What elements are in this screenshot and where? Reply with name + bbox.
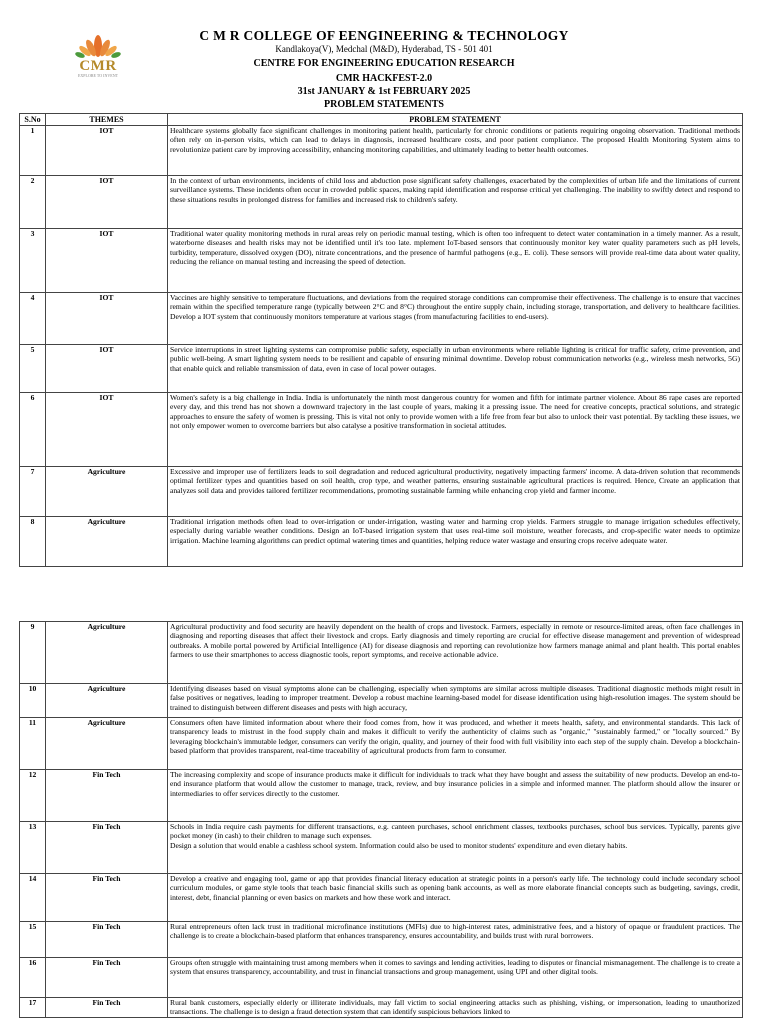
table-row	[20, 293, 743, 345]
themes-header: THEMES	[46, 114, 168, 126]
row-theme: Agriculture	[46, 517, 168, 567]
table-row	[20, 874, 743, 922]
row-theme: IOT	[46, 345, 168, 393]
centre-name: CENTRE FOR ENGINEERING EDUCATION RESEARCH	[253, 58, 515, 69]
table-row	[20, 718, 743, 770]
row-theme: IOT	[46, 293, 168, 345]
row-theme: Agriculture	[46, 718, 168, 770]
event-dates: 31st JANUARY & 1st FEBRUARY 2025	[297, 86, 471, 97]
row-number: 10	[20, 684, 46, 718]
row-statement: Women's safety is a big challenge in India. India is unfortunately the ninth most dangerous country for women and fifth for intimate partner violence. About 86 rape cases are reported every day, and this trend has not shown a downward trajectory in the last couple of years, making it a pressing issue. The need for creative concepts, practical solutions, and strategic approaches to ensure the safety of women is pressing. This is vital not only to provide women with a life free from fear but also to unlock their vast potential. By tackling these issues, we not only empower women to overcome barriers but also catalyse a positive transformation in societal attitudes.	[168, 393, 743, 467]
row-theme: IOT	[46, 393, 168, 467]
row-number: 6	[20, 393, 46, 467]
row-number: 12	[20, 770, 46, 822]
logo-tagline: EXPLORE TO INVENT	[77, 73, 119, 78]
row-statement: Traditional water quality monitoring methods in rural areas rely on periodic manual testing, which is often too infrequent to detect water contamination in a timely manner. As a result, waterborne diseases and health risks may not be identified until it's too late. mplement IoT-based sensors that continuously monitor key water quality parameters such as pH levels, turbidity, temperature, dissolved oxygen (DO), nitrate concentrations, and the presence of harmful pathogens (e.g., E. coli). These sensors will provide real-time data about water quality, reducing the reliance on manual testing and increasing the speed of detection.	[168, 229, 743, 293]
table-row	[20, 958, 743, 998]
row-statement: Develop a creative and engaging tool, game or app that provides financial literacy education at strategic points in a person's early life. The technology could include secondary school curriculum modules, or game style tools that teach basic financial skills such as opening bank accounts, as well as more elaborate financial concepts such as budgeting, savings, credit, interest, debt, financial planning or even basics on markets and how these work and interact.	[168, 874, 743, 922]
row-statement: In the context of urban environments, incidents of child loss and abduction pose significant safety challenges, exacerbated by the complexities of urban life and the limitations of current surveillance systems. These incidents often occur in crowded public spaces, making rapid identification and response critical yet challenging. The inability to swiftly detect and respond to these situations results in prolonged distress for families and increased risk to children's safety.	[168, 176, 743, 229]
event-name: CMR HACKFEST-2.0	[335, 73, 433, 84]
table-row	[20, 126, 743, 176]
row-number: 8	[20, 517, 46, 567]
row-statement: Agricultural productivity and food security are heavily dependent on the health of crops and livestock. Farmers, especially in remote or resource-limited areas, often face challenges in diagnosing and reporting diseases that affect their livestock and crops. Early diagnosis and timely reporting are crucial for effective disease management and prevention of widespread outbreaks. A mobile portal powered by Artificial Intelligence (AI) for disease diagnosis and reporting can revolutionize how farmers manage animal and plant health. This portal enables farmers to use their smartphones to access diagnostic tools, report symptoms, and receive actionable advice.	[168, 622, 743, 684]
row-statement: Service interruptions in street lighting systems can compromise public safety, especially in urban environments where reliable lighting is critical for traffic safety, crime prevention, and public well-being. A smart lighting system needs to be resilient and capable of ensuring minimal downtime. Develop robust communication networks (e.g., wireless mesh networks, 5G) that enable quick and reliable transmission of data, even in case of local power outages.	[168, 345, 743, 393]
sno-header: S.No	[20, 114, 46, 126]
row-theme: Fin Tech	[46, 770, 168, 822]
row-theme: IOT	[46, 176, 168, 229]
table-row	[20, 998, 743, 1018]
row-number: 11	[20, 718, 46, 770]
row-statement: Identifying diseases based on visual symptoms alone can be challenging, especially when symptoms are similar across multiple diseases. Traditional diagnostic methods might result in false positives or negatives, leading to improper treatment. Develop a robust machine learning-based model for disease identification using high-resolution images. The system should be trained to distinguish between different diseases and pests with high accuracy,	[168, 684, 743, 718]
row-statement: The increasing complexity and scope of insurance products make it difficult for individuals to track what they have bought and assess the suitability of new products. Develop an end-to-end insurance platform that would allow the customer to manage, track, review, and buy insurance policies in a simple and informed manner. The platform should allow the insurer or intermediaries to offer services directly to the customer.	[168, 770, 743, 822]
row-statement: Traditional irrigation methods often lead to over-irrigation or under-irrigation, wasting water and harming crop yields. Farmers struggle to manage irrigation schedules effectively, especially during variable weather conditions. Design an IoT-based irrigation system that uses real-time soil moisture, weather forecasts, and crop-specific water needs to optimize irrigation. Machine learning algorithms can predict optimal watering times and quantities, helping reduce water wastage and ensuring crops receive adequate water.	[168, 517, 743, 567]
row-theme: Agriculture	[46, 684, 168, 718]
problem-statements-table	[19, 113, 743, 567]
table-row	[20, 622, 743, 684]
table-row	[20, 922, 743, 958]
college-name: C M R COLLEGE OF EENGINEERING & TECHNOLOGY	[199, 28, 569, 43]
table-row	[20, 229, 743, 293]
row-theme: Fin Tech	[46, 998, 168, 1018]
row-number: 4	[20, 293, 46, 345]
table-row	[20, 770, 743, 822]
row-theme: Agriculture	[46, 622, 168, 684]
table-row	[20, 176, 743, 229]
row-number: 13	[20, 822, 46, 874]
table-row	[20, 467, 743, 517]
row-number: 15	[20, 922, 46, 958]
row-number: 2	[20, 176, 46, 229]
row-statement: Healthcare systems globally face significant challenges in monitoring patient health, particularly for chronic conditions or patients requiring ongoing observation. Traditional methods often rely on in-person visits, which can lead to delays in diagnosis, increased healthcare costs, and poor patient compliance. The proposed Health Monitoring System aims to revolutionize patient care by improving accessibility, enhancing monitoring capabilities, and ultimately leading to better health outcomes.	[168, 126, 743, 176]
row-number: 3	[20, 229, 46, 293]
row-number: 16	[20, 958, 46, 998]
statement-header: PROBLEM STATEMENT	[168, 114, 743, 126]
table-row	[20, 345, 743, 393]
row-statement: Schools in India require cash payments for different transactions, e.g. canteen purchases, school enrichment classes, textbooks purchases, school bus services. Typically, parents give pocket money (in cash) to their children to manage such expenses. Design a solution that would enable a cashless school system. Information could also be used to monitor students' expenditure and even dietary habits.	[168, 822, 743, 874]
row-theme: IOT	[46, 229, 168, 293]
row-statement: Rural bank customers, especially elderly or illiterate individuals, may fall victim to social engineering attacks such as phishing, vishing, or impersonation, leading to unauthorized transactions. The challenge is to design a fraud detection system that can identify suspicious behaviors linked to	[168, 998, 743, 1018]
row-number: 14	[20, 874, 46, 922]
row-theme: Fin Tech	[46, 874, 168, 922]
row-statement: Excessive and improper use of fertilizers leads to soil degradation and reduced agricultural productivity, negatively impacting farmers' income. A data-driven solution that recommends optimal fertilizer types and quantities based on soil health, crop type, and weather patterns, ensuring sustainable agricultural practices is required. Hence, Create an application that analyzes soil data and provides tailored fertilizer recommendations, promoting sustainable farming while enhancing crop yield and farmer income.	[168, 467, 743, 517]
logo-text: CMR	[79, 58, 117, 74]
row-statement: Vaccines are highly sensitive to temperature fluctuations, and deviations from the required storage conditions can compromise their effectiveness. The challenge is to ensure that vaccines remain within the specified temperature range (typically between 2°C and 8°C) throughout the entire supply chain, including storage, transportation, and delivery to healthcare facilities. Develop a IOT system that continuously monitors temperature at various stages (from manufacturing facilities to end-users).	[168, 293, 743, 345]
row-theme: Agriculture	[46, 467, 168, 517]
row-statement: Groups often struggle with maintaining trust among members when it comes to savings and lending activities, leading to disputes or financial mismanagement. The challenge is to create a system that ensures transparency, accountability, and trust in financial transactions and group management, using UPI and other digital tools.	[168, 958, 743, 998]
document-header	[0, 0, 768, 112]
row-theme: Fin Tech	[46, 822, 168, 874]
row-statement: Consumers often have limited information about where their food comes from, how it was produced, and whether it meets health, safety, and environmental standards. This lack of transparency leads to mistrust in the food supply chain and makes it difficult to verify the authenticity of claims such as "organic," "sustainably farmed," or "locally sourced." By leveraging blockchain's immutable ledger, consumers can verify the origin, quality, and journey of their food with full visibility into each step of the supply chain. Develop a blockchain-based platform that provides transparent, real-time traceability of agricultural products from farm to consumer.	[168, 718, 743, 770]
row-statement: Rural entrepreneurs often lack trust in traditional microfinance institutions (MFIs) due to high-interest rates, administrative fees, and a history of opaque or fraudulent practices. The challenge is to create a blockchain-based platform that enhances transparency, ensures accountability, and builds trust with rural borrowers.	[168, 922, 743, 958]
row-theme: IOT	[46, 126, 168, 176]
table-row	[20, 393, 743, 467]
row-number: 7	[20, 467, 46, 517]
table-row	[20, 517, 743, 567]
row-number: 1	[20, 126, 46, 176]
row-number: 5	[20, 345, 46, 393]
college-address: Kandlakoya(V), Medchal (M&D), Hyderabad, TS - 501 401	[275, 44, 493, 54]
section-title: PROBLEM STATEMENTS	[324, 99, 444, 110]
row-theme: Fin Tech	[46, 958, 168, 998]
row-number: 17	[20, 998, 46, 1018]
row-theme: Fin Tech	[46, 922, 168, 958]
problem-statements-table-continued	[19, 621, 743, 1018]
table-row	[20, 822, 743, 874]
row-number: 9	[20, 622, 46, 684]
table-row	[20, 684, 743, 718]
